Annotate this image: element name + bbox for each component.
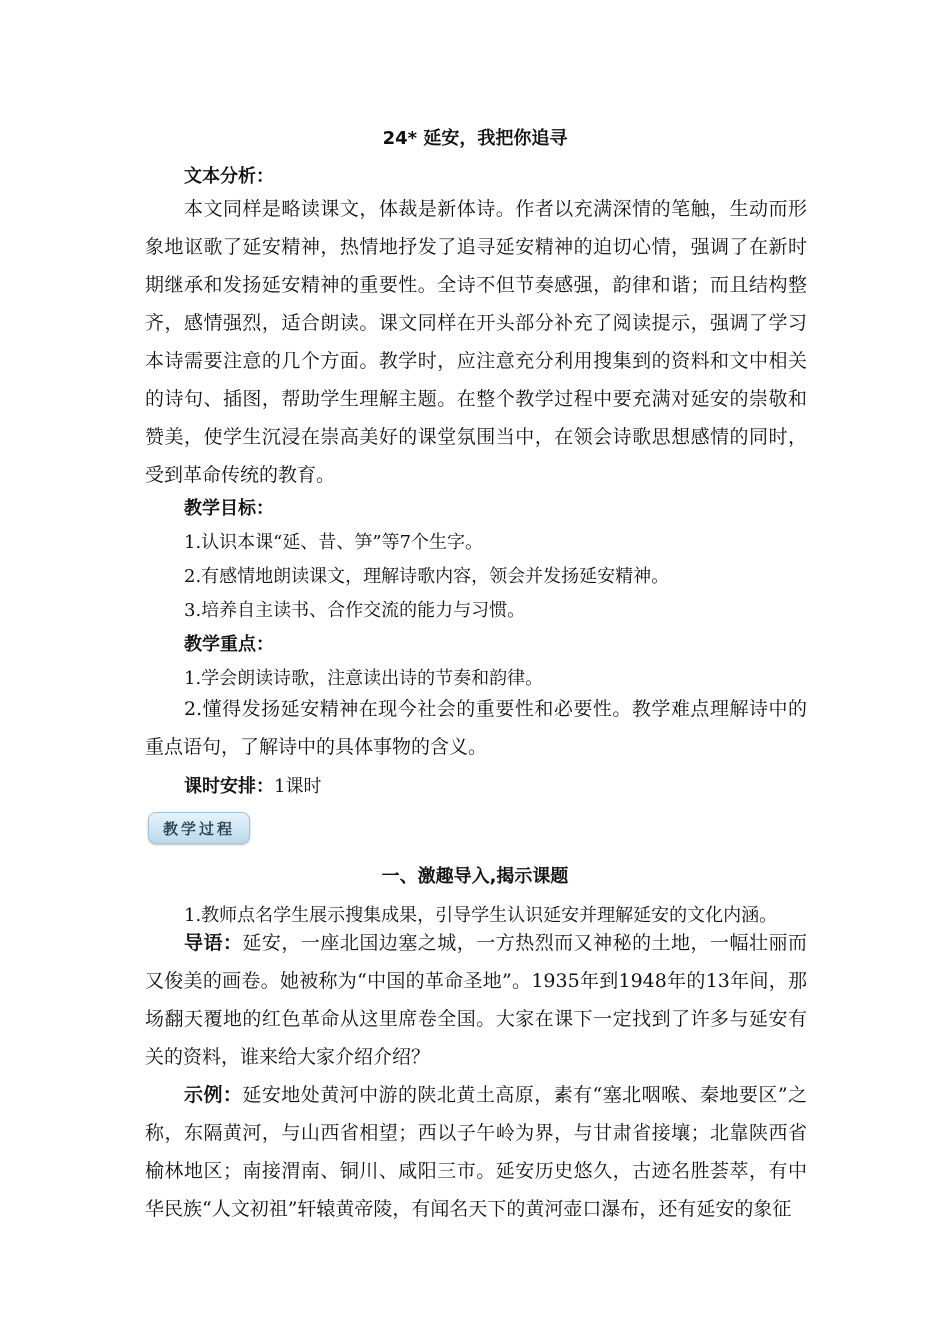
- goals-heading: 教学目标：: [184, 498, 274, 519]
- example-paragraph: [145, 1076, 807, 1228]
- lesson-title: 24* 延安，我把你追寻: [382, 128, 568, 149]
- schedule-value: 1课时: [274, 776, 322, 797]
- goal-item-3: 3.培养自主读书、合作交流的能力与习惯。: [184, 600, 526, 621]
- process-badge: 教学过程: [148, 812, 250, 844]
- intro-text: 延安，一座北国边塞之城，一方热烈而又神秘的土地，一幅壮丽而又俊美的画卷。她被称为“中国的革命圣地”。1935年到1948年的13年间，那场翻天覆地的红色革命从这里席卷全国。大家在课下一定找到了许多与延安有关的资料，谁来给大家介绍介绍？: [145, 932, 807, 1068]
- schedule-label: 课时安排：: [184, 776, 274, 797]
- section1-step1: 1.教师点名学生展示搜集成果，引导学生认识延安并理解延安的文化内涵。: [184, 905, 778, 926]
- intro-paragraph: [145, 924, 807, 1076]
- analysis-paragraph: 本文同样是略读课文，体裁是新体诗。作者以充满深情的笔触，生动而形象地讴歌了延安精神，热情地抒发了追寻延安精神的迫切心情，强调了在新时期继承和发扬延安精神的重要性。全诗不但节奏感强，韵律和谐；而且结构整齐，感情强烈，适合朗读。课文同样在开头部分补充了阅读提示，强调了学习本诗需要注意的几个方面。教学时，应注意充分利用搜集到的资料和文中相关的诗句、插图，帮助学生理解主题。在整个教学过程中要充满对延安的崇敬和赞美，使学生沉浸在崇高美好的课堂氛围当中，在领会诗歌思想感情的同时，受到革命传统的教育。: [145, 198, 807, 486]
- schedule-line: [184, 772, 321, 798]
- keypoint-item-2: 2.懂得发扬延安精神在现今社会的重要性和必要性。教学难点理解诗中的重点语句，了解诗中的具体事物的含义。: [145, 698, 807, 758]
- keypoints-heading: 教学重点：: [184, 634, 274, 655]
- section1-heading: 一、激趣导入,揭示课题: [381, 866, 569, 887]
- intro-label: 导语：: [184, 932, 243, 954]
- goal-item-1: 1.认识本课“延、昔、笋”等7个生字。: [184, 532, 484, 553]
- analysis-heading: 文本分析：: [184, 166, 274, 187]
- goal-item-2: 2.有感情地朗读课文，理解诗歌内容，领会并发扬延安精神。: [184, 566, 670, 587]
- example-label: 示例：: [184, 1084, 243, 1106]
- example-text: 延安地处黄河中游的陕北黄土高原，素有“塞北咽喉、秦地要区”之称，东隔黄河，与山西省相望；西以子午岭为界，与甘肃省接壤；北靠陕西省榆林地区；南接渭南、铜川、咸阳三市。延安历史悠久，古迹名胜荟萃，有中华民族“人文初祖”轩辕黄帝陵，有闻名天下的黄河壶口瀑布，还有延安的象征: [145, 1084, 807, 1220]
- keypoint-item-1: 1.学会朗读诗歌，注意读出诗的节奏和韵律。: [184, 668, 544, 689]
